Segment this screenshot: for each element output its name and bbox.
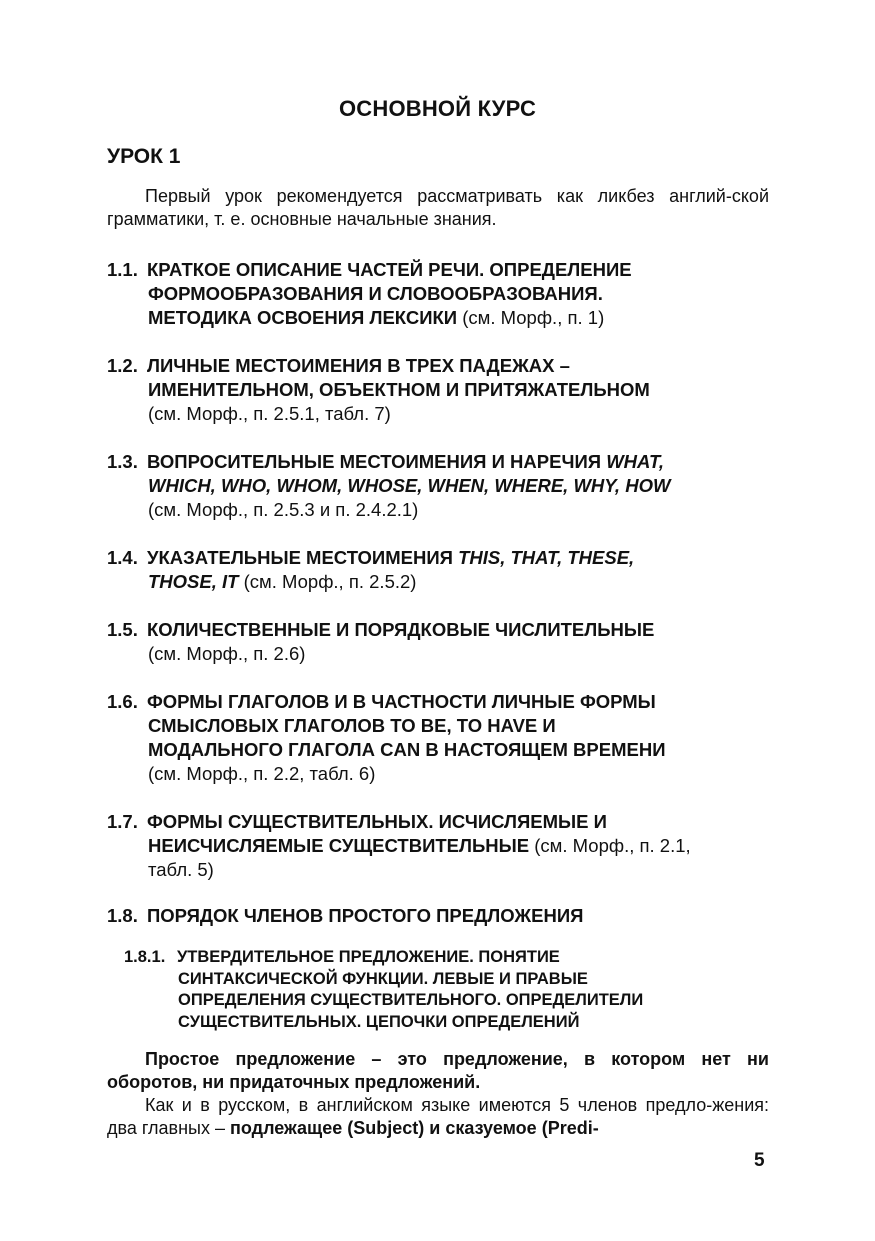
subsection-number: 1.8.1. — [124, 948, 166, 966]
section-1-7 — [107, 810, 787, 882]
section-heading: МОДАЛЬНОГО ГЛАГОЛА CAN В НАСТОЯЩЕМ ВРЕМЕНИ — [148, 739, 666, 760]
subsection-1-8-1 — [124, 947, 764, 1033]
section-number: 1.4. — [107, 547, 138, 568]
section-heading-english: THOSE, IT — [148, 571, 239, 592]
section-1-5 — [107, 618, 787, 666]
section-reference: табл. 5) — [148, 859, 214, 880]
subsection-heading: УТВЕРДИТЕЛЬНОЕ ПРЕДЛОЖЕНИЕ. ПОНЯТИЕ — [177, 948, 560, 966]
intro-paragraph — [107, 185, 769, 231]
section-1-1 — [107, 258, 787, 330]
section-number: 1.1. — [107, 259, 138, 280]
section-heading: КОЛИЧЕСТВЕННЫЕ И ПОРЯДКОВЫЕ ЧИСЛИТЕЛЬНЫЕ — [147, 619, 655, 640]
section-number: 1.8. — [107, 905, 138, 926]
body-text-run: Как и в русском, в английском языке имеются 5 членов предло-жения: два главных – — [107, 1095, 769, 1138]
section-number: 1.2. — [107, 355, 138, 376]
section-heading: СМЫСЛОВЫХ ГЛАГОЛОВ TO BE, TO HAVE И — [148, 715, 556, 736]
section-heading: ИМЕНИТЕЛЬНОМ, ОБЪЕКТНОМ И ПРИТЯЖАТЕЛЬНОМ — [148, 379, 650, 400]
intro-text: Первый урок рекомендуется рассматривать как ликбез англий-ской грамматики, т. е. основные начальные знания. — [107, 186, 769, 229]
section-heading-english: WHAT, — [606, 451, 665, 472]
section-1-6 — [107, 690, 787, 786]
section-number: 1.6. — [107, 691, 138, 712]
page-number: 5 — [754, 1150, 765, 1171]
section-heading: ЛИЧНЫЕ МЕСТОИМЕНИЯ В ТРЕХ ПАДЕЖАХ – — [147, 355, 570, 376]
section-heading: ПОРЯДОК ЧЛЕНОВ ПРОСТОГО ПРЕДЛОЖЕНИЯ — [147, 905, 584, 926]
section-reference: (см. Морф., п. 2.5.3 и п. 2.4.2.1) — [148, 499, 419, 520]
section-number: 1.7. — [107, 811, 138, 832]
subsection-heading: ОПРЕДЕЛЕНИЯ СУЩЕСТВИТЕЛЬНОГО. ОПРЕДЕЛИТЕЛИ — [178, 991, 644, 1009]
section-1-3 — [107, 450, 787, 522]
section-heading: КРАТКОЕ ОПИСАНИЕ ЧАСТЕЙ РЕЧИ. ОПРЕДЕЛЕНИЕ — [147, 259, 632, 280]
lesson-title: УРОК 1 — [107, 145, 181, 168]
section-reference: (см. Морф., п. 2.5.1, табл. 7) — [148, 403, 391, 424]
section-1-4 — [107, 546, 787, 594]
section-reference: (см. Морф., п. 2.2, табл. 6) — [148, 763, 376, 784]
section-heading: ФОРМЫ ГЛАГОЛОВ И В ЧАСТНОСТИ ЛИЧНЫЕ ФОРМЫ — [147, 691, 656, 712]
section-heading: ФОРМООБРАЗОВАНИЯ И СЛОВООБРАЗОВАНИЯ. — [148, 283, 603, 304]
body-text-bold-run: подлежащее (Subject) и сказуемое (Predi- — [230, 1118, 599, 1138]
section-heading-english: WHICH, WHO, WHOM, WHOSE, WHEN, WHERE, WHY, HOW — [148, 475, 671, 496]
main-title: ОСНОВНОЙ КУРС — [338, 96, 537, 121]
section-reference: (см. Морф., п. 2.5.2) — [238, 571, 417, 592]
section-heading: МЕТОДИКА ОСВОЕНИЯ ЛЕКСИКИ — [148, 307, 458, 328]
subsection-heading: СУЩЕСТВИТЕЛЬНЫХ. ЦЕПОЧКИ ОПРЕДЕЛЕНИЙ — [178, 1012, 580, 1031]
body-paragraph — [107, 1094, 769, 1140]
subsection-heading: СИНТАКСИЧЕСКОЙ ФУНКЦИИ. ЛЕВЫЕ И ПРАВЫЕ — [178, 969, 588, 988]
section-1-2 — [107, 354, 787, 426]
section-heading: ВОПРОСИТЕЛЬНЫЕ МЕСТОИМЕНИЯ И НАРЕЧИЯ — [147, 451, 607, 472]
section-heading: ФОРМЫ СУЩЕСТВИТЕЛЬНЫХ. ИСЧИСЛЯЕМЫЕ И — [147, 811, 607, 832]
section-heading-english: THIS, THAT, THESE, — [458, 547, 635, 568]
section-heading: НЕИСЧИСЛЯЕМЫЕ СУЩЕСТВИТЕЛЬНЫЕ — [148, 835, 530, 856]
section-1-8 — [107, 904, 787, 928]
body-text — [107, 1048, 769, 1140]
section-reference: (см. Морф., п. 1) — [457, 307, 605, 328]
section-number: 1.5. — [107, 619, 138, 640]
section-number: 1.3. — [107, 451, 138, 472]
definition-paragraph: Простое предложение – это предложение, в котором нет ни оборотов, ни придаточных предложений. — [107, 1049, 769, 1092]
section-heading: УКАЗАТЕЛЬНЫЕ МЕСТОИМЕНИЯ — [147, 547, 459, 568]
section-reference: (см. Морф., п. 2.6) — [148, 643, 306, 664]
section-reference: (см. Морф., п. 2.1, — [529, 835, 691, 856]
